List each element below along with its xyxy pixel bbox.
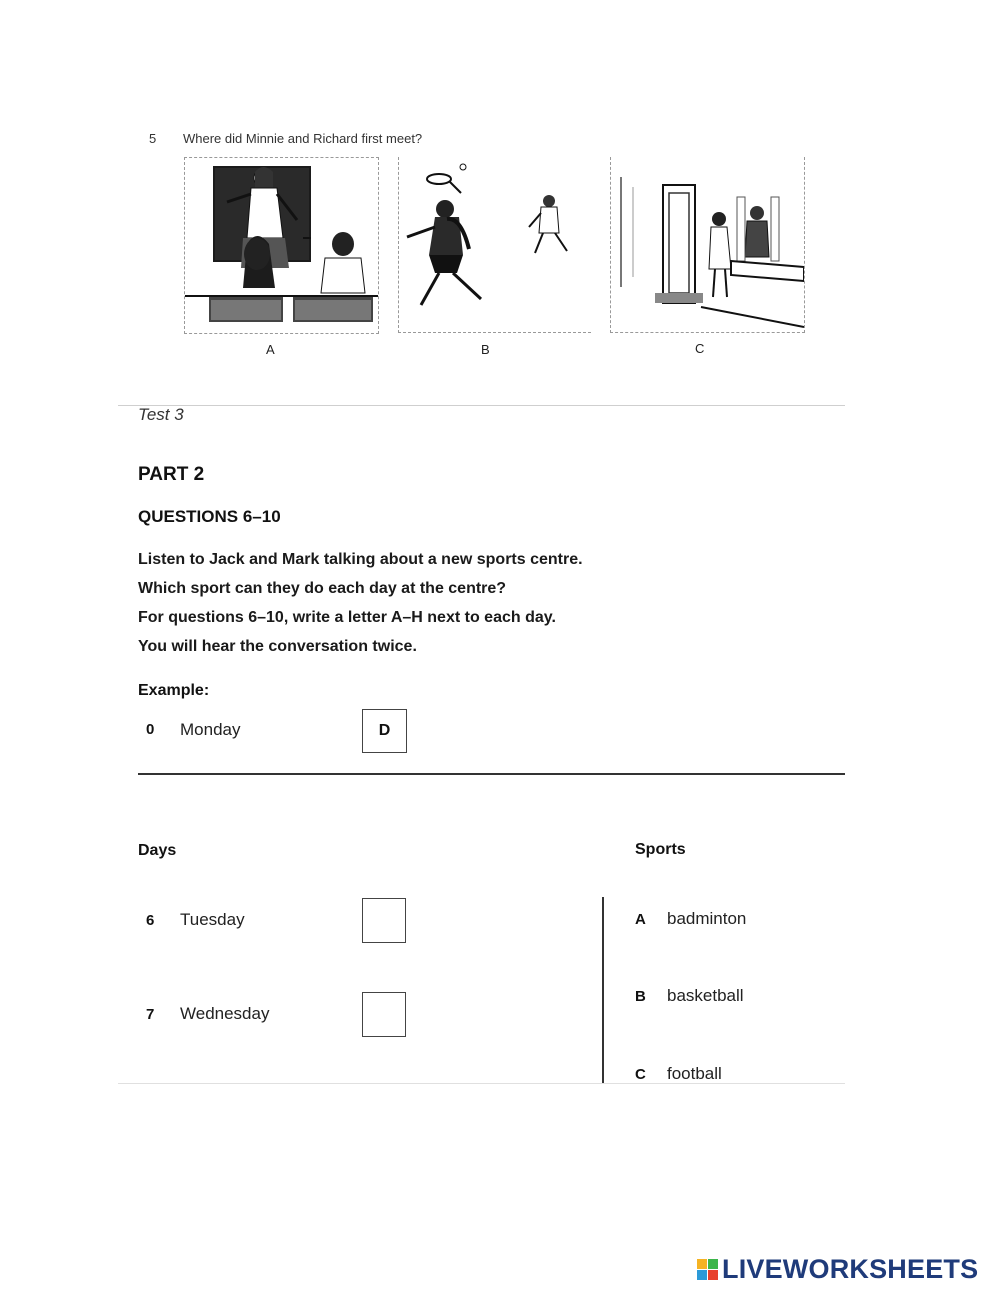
option-a-picture[interactable]: [184, 157, 379, 334]
classroom-illustration: [185, 158, 378, 333]
instruction-line: You will hear the conversation twice.: [138, 638, 417, 655]
option-c-picture[interactable]: [610, 157, 805, 333]
part-heading: PART 2: [138, 464, 205, 485]
column-divider: [602, 897, 604, 1083]
question-6-answer-input[interactable]: [362, 898, 406, 943]
option-b-label: B: [481, 342, 490, 357]
question-7-number: 7: [146, 1006, 155, 1023]
question-6-day: Tuesday: [180, 910, 245, 929]
doorway-illustration: [611, 157, 804, 332]
sport-name: badminton: [667, 909, 747, 928]
instruction-line: For questions 6–10, write a letter A–H next to each day.: [138, 609, 556, 626]
sport-letter: B: [635, 988, 646, 1005]
instruction-line: Listen to Jack and Mark talking about a new sports centre.: [138, 551, 583, 568]
test-label: Test 3: [138, 405, 184, 424]
sport-letter: C: [635, 1066, 646, 1083]
example-day: Monday: [180, 720, 241, 739]
section-divider: [118, 405, 845, 406]
sports-header: Sports: [635, 841, 686, 858]
option-a-label: A: [266, 342, 275, 357]
logo-text: LIVEWORKSHEETS: [722, 1254, 979, 1284]
days-header: Days: [138, 842, 177, 859]
page-bottom-edge: [118, 1083, 845, 1084]
option-b-picture[interactable]: [398, 157, 591, 333]
sport-name: basketball: [667, 986, 744, 1005]
question-7-day: Wednesday: [180, 1004, 270, 1023]
example-divider: [138, 773, 845, 775]
example-heading: Example:: [138, 682, 210, 699]
question-5-text: Where did Minnie and Richard first meet?: [183, 131, 423, 146]
liveworksheets-logo[interactable]: [697, 1254, 978, 1285]
question-7-answer-input[interactable]: [362, 992, 406, 1037]
logo-squares-icon: [697, 1259, 718, 1280]
example-number: 0: [146, 721, 155, 738]
tennis-illustration: [399, 157, 591, 332]
sport-name: football: [667, 1064, 722, 1083]
instruction-line: Which sport can they do each day at the centre?: [138, 580, 507, 597]
option-c-label: C: [695, 341, 705, 356]
questions-heading: QUESTIONS 6–10: [138, 507, 281, 526]
question-5-number: 5: [149, 131, 157, 146]
question-6-number: 6: [146, 912, 155, 929]
example-answer-box: D: [362, 709, 407, 753]
sport-letter: A: [635, 911, 646, 928]
